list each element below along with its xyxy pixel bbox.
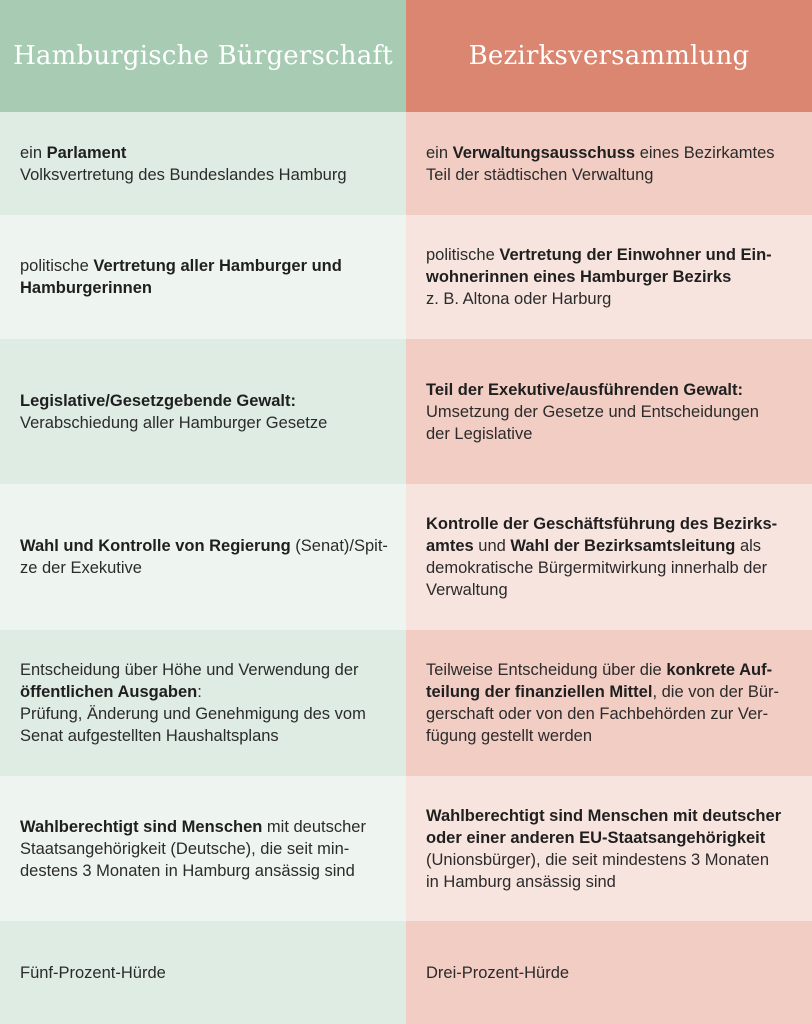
cell-bezirksversammlung-row-4 — [406, 484, 812, 630]
cell-text-line — [426, 266, 794, 288]
cell-text-line — [20, 390, 384, 412]
cell-text-line — [426, 703, 794, 725]
body-text: Staatsangehörigkeit (Deutsche), die seit min- — [20, 839, 350, 858]
body-text: demokratische Bürgermitwirkung innerhalb der — [426, 559, 768, 577]
body-text: (Unionsbürger), die seit mindestens 3 Monaten — [426, 850, 770, 869]
body-text: als — [735, 537, 762, 555]
body-text: ein — [20, 143, 47, 162]
cell-text-line — [20, 535, 388, 557]
cell-bezirksversammlung-row-1 — [406, 112, 812, 215]
emphasis-text: Kontrolle der Geschäftsführung des Bezirks- — [426, 515, 778, 533]
body-text: mit deutscher — [262, 817, 366, 836]
body-text: gerschaft oder von den Fachbehörden zur Ver- — [426, 705, 769, 723]
emphasis-text: Legislative/Gesetzgebende Gewalt: — [20, 391, 297, 410]
cell-text-line — [20, 142, 384, 164]
cell-buergerschaft-row-2 — [0, 215, 406, 339]
emphasis-text: amtes — [426, 537, 474, 555]
cell-text-line — [426, 725, 794, 747]
cell-text-line — [426, 962, 794, 984]
cell-buergerschaft-row-6 — [0, 776, 406, 921]
cell-text-line — [426, 849, 794, 871]
body-text: Entscheidung über Höhe und Verwendung der — [20, 661, 359, 679]
body-text: : — [197, 683, 202, 701]
cell-text-line — [426, 579, 794, 601]
header-bezirksversammlung: Bezirksversammlung — [406, 0, 812, 112]
cell-buergerschaft-row-4 — [0, 484, 406, 630]
body-text: Verabschiedung aller Hamburger Gesetze — [20, 413, 328, 432]
emphasis-text: Wahl und Kontrolle von Regierung — [20, 537, 291, 555]
cell-text-line — [20, 557, 384, 579]
cell-text-line — [426, 244, 794, 266]
body-text: in Hamburg ansässig sind — [426, 872, 616, 891]
cell-text-line — [20, 703, 384, 725]
body-text: (Senat)/Spit- — [290, 537, 388, 555]
cell-text-line — [426, 805, 794, 827]
body-text: Prüfung, Änderung und Genehmigung des vom — [20, 705, 366, 723]
body-text: destens 3 Monaten in Hamburg ansässig sind — [20, 861, 355, 880]
body-text: Fünf-Prozent-Hürde — [20, 963, 166, 982]
emphasis-text: Parlament — [46, 143, 127, 162]
cell-text-line — [426, 288, 794, 310]
cell-buergerschaft-row-1 — [0, 112, 406, 215]
cell-text-line — [426, 871, 794, 893]
body-text: ein — [426, 143, 453, 162]
cell-text-line — [426, 535, 794, 557]
emphasis-text: Wahlberechtigt sind Menschen mit deutscher — [426, 806, 782, 825]
body-text: Verwaltung — [426, 581, 508, 599]
cell-buergerschaft-row-5 — [0, 630, 406, 776]
cell-text-line — [20, 255, 384, 277]
cell-text-line — [426, 401, 794, 423]
cell-text-line — [426, 557, 794, 579]
cell-buergerschaft-row-3 — [0, 339, 406, 484]
emphasis-text: wohnerinnen eines Hamburger Bezirks — [426, 268, 732, 286]
body-text: ze der Exekutive — [20, 559, 142, 577]
cell-text-line — [20, 860, 384, 882]
body-text: fügung gestellt werden — [426, 727, 593, 745]
cell-text-line — [426, 379, 794, 401]
body-text: Teilweise Entscheidung über die — [426, 661, 667, 679]
cell-text-line — [20, 838, 384, 860]
header-buergerschaft: Hamburgische Bürgerschaft — [0, 0, 406, 112]
cell-text-line — [426, 513, 794, 535]
body-text: der Legislative — [426, 424, 533, 443]
cell-text-line — [426, 164, 794, 186]
cell-bezirksversammlung-row-3 — [406, 339, 812, 484]
body-text: politische — [20, 257, 94, 275]
emphasis-text: Hamburgerinnen — [20, 279, 153, 297]
cell-text-line — [426, 423, 794, 445]
cell-text-line — [426, 142, 794, 164]
cell-text-line — [20, 962, 384, 984]
emphasis-text: Wahl der Bezirksamtsleitung — [510, 537, 736, 555]
body-text: Drei-Prozent-Hürde — [426, 963, 570, 982]
cell-bezirksversammlung-row-6 — [406, 776, 812, 921]
body-text: z. B. Altona oder Harburg — [426, 290, 612, 308]
cell-text-line — [20, 681, 384, 703]
emphasis-text: konkrete Auf- — [666, 661, 773, 679]
cell-text-line — [20, 412, 384, 434]
cell-bezirksversammlung-row-7 — [406, 921, 812, 1024]
cell-buergerschaft-row-7 — [0, 921, 406, 1024]
emphasis-text: Vertretung der Einwohner und Ein- — [499, 246, 772, 264]
cell-text-line — [20, 164, 384, 186]
body-text: Senat aufgestellten Haushaltsplans — [20, 727, 279, 745]
body-text: eines Bezirkamtes — [635, 143, 775, 162]
emphasis-text: Vertretung aller Hamburger und — [93, 257, 342, 275]
cell-text-line — [426, 681, 794, 703]
body-text: und — [473, 537, 511, 555]
cell-text-line — [20, 277, 384, 299]
cell-text-line — [20, 816, 384, 838]
cell-text-line — [426, 659, 794, 681]
body-text: politische — [426, 246, 500, 264]
emphasis-text: oder einer anderen EU-Staatsangehörigkeit — [426, 828, 766, 847]
emphasis-text: Verwaltungsausschuss — [452, 143, 636, 162]
cell-bezirksversammlung-row-2 — [406, 215, 812, 339]
emphasis-text: Wahlberechtigt sind Menschen — [20, 817, 263, 836]
cell-text-line — [20, 725, 384, 747]
cell-text-line — [20, 659, 384, 681]
cell-text-line — [426, 827, 794, 849]
body-text: , die von der Bür- — [652, 683, 779, 701]
cell-bezirksversammlung-row-5 — [406, 630, 812, 776]
body-text: Volksvertretung des Bundeslandes Hamburg — [20, 165, 347, 184]
emphasis-text: Teil der Exekutive/ausführenden Gewalt: — [426, 380, 743, 399]
body-text: Umsetzung der Gesetze und Entscheidungen — [426, 402, 759, 421]
body-text: Teil der städtischen Verwaltung — [426, 165, 654, 184]
emphasis-text: öffentlichen Ausgaben — [20, 683, 198, 701]
emphasis-text: teilung der finanziellen Mittel — [426, 683, 653, 701]
